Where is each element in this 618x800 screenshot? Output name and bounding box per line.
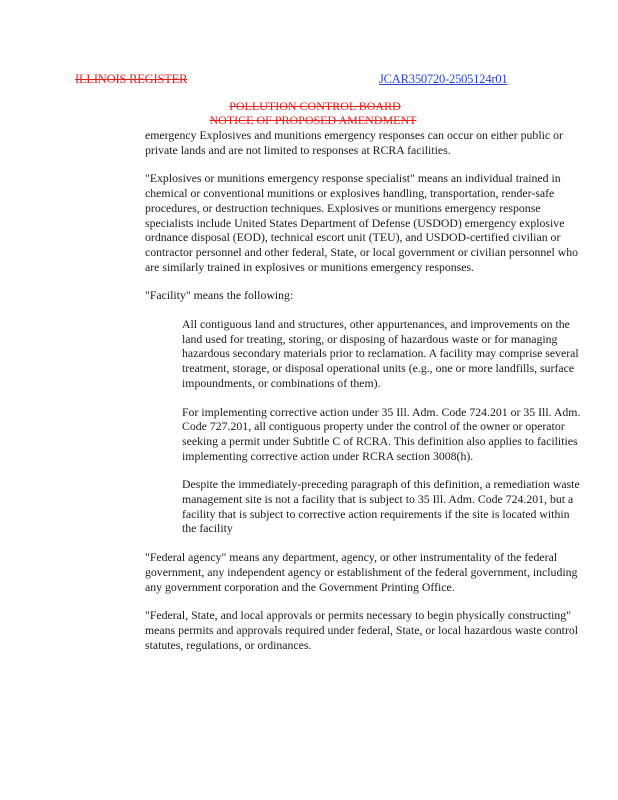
definition-facility: "Facility" means the following: [145,288,294,303]
definition-federal-approvals: "Federal, State, and local approvals or permits necessary to begin physically constructing" means permits and approvals required under federal, State, or local hazardous waste control statutes, regulations, or ordinances. [145,608,579,652]
facility-subparagraph-2: For implementing corrective action under 35 Ill. Adm. Code 724.201 or 35 Ill. Adm. Code 727.201, all contiguous property under the control of the owner or operator seeking a permit under Subtitle C of RCRA. This definition also applies to facilities implementing corrective action under RCRA section 3008(h). [182,404,581,463]
document-body [145,128,585,666]
notice-title: NOTICE OF PROPOSED AMENDMENT [209,113,417,127]
facility-subparagraph-3: Despite the immediately-preceding paragraph of this definition, a remediation waste management site is not a facility that is subject to 35 Ill. Adm. Code 724.201, but a facility that is subject to corrective action requirements if the site is located within the facility [182,477,580,536]
register-header: ILLINOIS REGISTER [75,72,188,86]
paragraph-emergency: emergency Explosives and munitions emergency responses can occur on either public or private lands and are not limited to responses at RCRA facilities. [145,128,563,157]
board-title: POLLUTION CONTROL BOARD [229,99,401,113]
definition-explosives-specialist: "Explosives or munitions emergency response specialist" means an individual trained in chemical or conventional munitions or explosives handling, transportation, render-safe procedures, or destruction techniques. Explosives or munitions emergency response specialists include United States Department of Defense (USDOD) emergency explosive ordnance disposal (EOD), technical escort unit (TEU), and USDOD-certified civilian or contractor personnel and other federal, State, or local government or civilian personnel who are similarly trained in explosives or munitions emergency responses. [145,171,579,274]
facility-subparagraph-1: All contiguous land and structures, other appurtenances, and improvements on the land used for treating, storing, or disposing of hazardous waste or for managing hazardous secondary materials prior to reclamation. A facility may comprise several treatment, storage, or disposal operational units (e.g., one or more landfills, surface impoundments, or combinations of them). [182,317,579,390]
jcar-reference: JCAR350720-2505124r01 [379,72,508,86]
definition-federal-agency: "Federal agency" means any department, agency, or other instrumentality of the federal government, any independent agency or establishment of the federal government, including any government corporation and the Government Printing Office. [145,550,578,594]
